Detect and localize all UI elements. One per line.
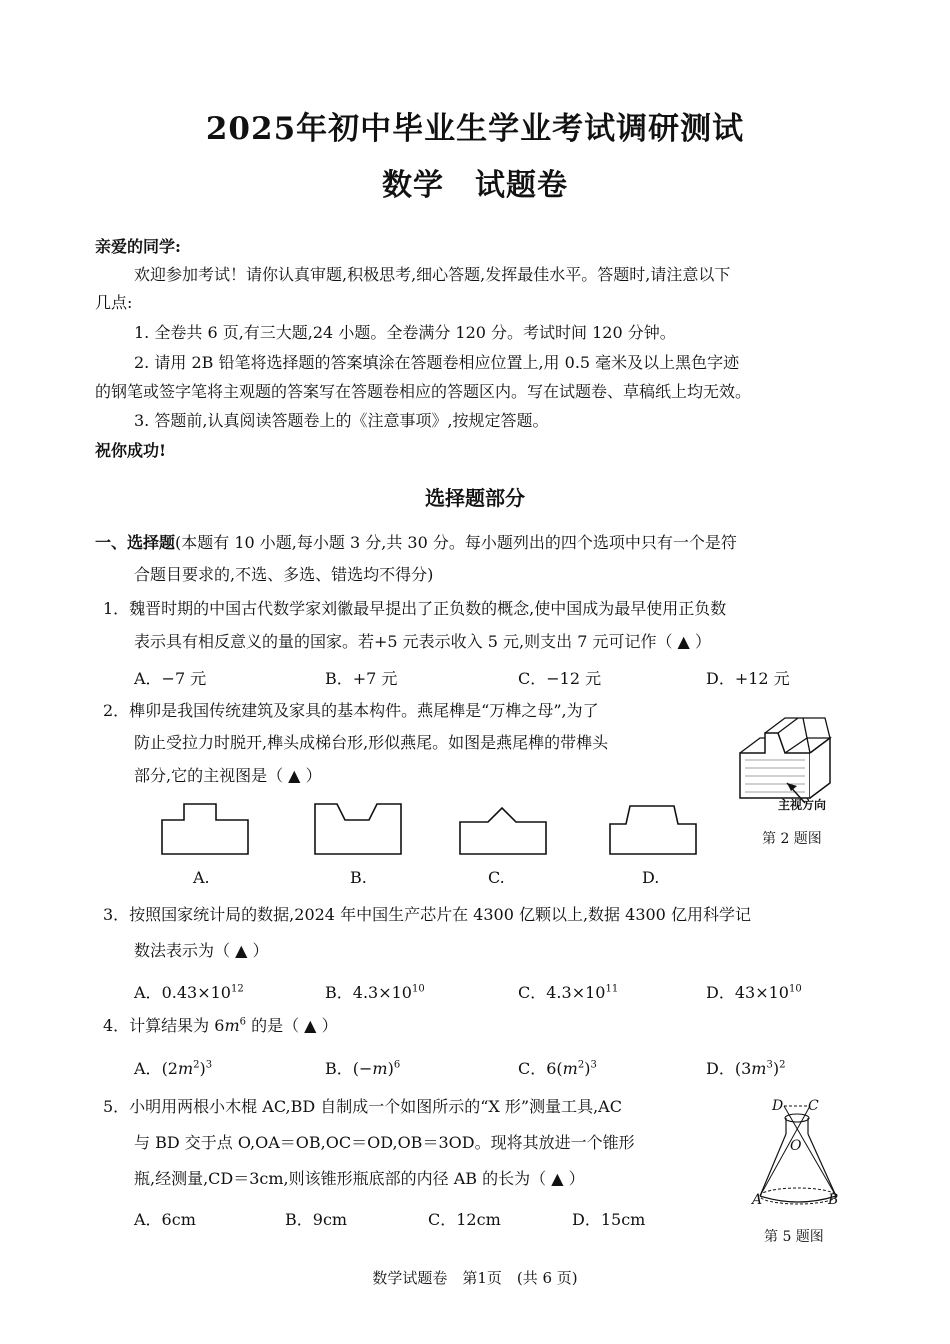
q5-fig-label-d: D [772, 1098, 784, 1114]
q2-option-c-shape [458, 802, 548, 857]
q3-option-a [134, 980, 244, 1003]
page-footer: 数学试题卷 第1页 (共 6 页) [372, 1269, 578, 1287]
q4-option-d-mid: ) [772, 1059, 780, 1078]
q5-option-d: D．15cm [572, 1210, 646, 1229]
q1-option-b: B．+7 元 [325, 669, 398, 688]
q5-fig-label-o: O [790, 1138, 802, 1154]
q4-stem-post: 的是（ ▲ ） [246, 1016, 338, 1035]
q1-line-2: 表示具有相反意义的量的国家。若+5 元表示收入 5 元,则支出 7 元可记作（ ▲ ） [134, 632, 711, 651]
q2-option-a-shape [160, 802, 250, 857]
q5-option-a: A．6cm [134, 1210, 196, 1229]
notice-intro-1: 欢迎参加考试！请你认真审题,积极思考,细心答题,发挥最佳水平。答题时,请注意以下 [134, 265, 731, 284]
q3-option-c-exp: 11 [605, 983, 619, 995]
q4-option-a-pre: (2 [161, 1059, 178, 1078]
notice-item-2-line-2: 的钢笔或签字笔将主观题的答案写在答题卷相应的答题区内。写在试题卷、草稿纸上均无效。 [95, 382, 752, 401]
q2-line-2: 防止受拉力时脱开,榫头成梯台形,形似燕尾。如图是燕尾榫的带榫头 [134, 733, 609, 752]
section-heading-desc: (本题有 10 小题,每小题 3 分,共 30 分。每小题列出的四个选项中只有一个是符 [175, 533, 737, 552]
section-heading [95, 532, 737, 554]
notice-intro-2: 几点: [95, 293, 133, 312]
q3-line-2: 数法表示为（ ▲ ） [134, 941, 269, 960]
q3-option-b [325, 980, 425, 1003]
q4-option-b-mid: ) [387, 1059, 394, 1078]
q2-option-d-label: D. [642, 868, 660, 887]
q2-option-c-label: C. [488, 868, 505, 887]
section-heading-desc-2: 合题目要求的,不选、多选、错选均不得分) [134, 565, 434, 584]
q3-option-b-exp: 10 [411, 983, 425, 995]
q4-option-a-outer: 3 [205, 1059, 213, 1071]
q4-option-d-pre: (3 [734, 1059, 752, 1078]
q4-option-d-inner: 3 [766, 1059, 773, 1071]
q4-option-a-label: A． [134, 1059, 162, 1078]
q4-option-b [325, 1056, 400, 1079]
q2-option-b-label: B. [350, 868, 367, 887]
exam-subtitle: 数学 试题卷 [382, 168, 568, 203]
q2-option-b-shape [313, 802, 403, 857]
q4-option-b-pre: (− [352, 1059, 373, 1078]
q4-stem-pre: 4．计算结果为 6 [103, 1016, 225, 1035]
q5-line-3: 瓶,经测量,CD＝3cm,则该锥形瓶底部的内径 AB 的长为（ ▲ ） [134, 1169, 585, 1188]
q3-option-c-label: C． [518, 983, 547, 1002]
q4-option-a-var: m [177, 1059, 194, 1078]
q3-line-1: 3．按照国家统计局的数据,2024 年中国生产芯片在 4300 亿颗以上,数据 4300 亿用科学记 [103, 905, 751, 924]
q5-fig-label-c: C [808, 1098, 819, 1114]
q4-option-b-var: m [372, 1059, 388, 1078]
notice-greeting: 亲爱的同学: [95, 237, 181, 256]
q1-option-c: C．−12 元 [518, 669, 602, 688]
q4-option-a [134, 1056, 212, 1079]
q4-option-b-label: B． [325, 1059, 353, 1078]
notice-item-2-line-1: 2. 请用 2B 铅笔将选择题的答案填涂在答题卷相应位置上,用 0.5 毫米及以上黑色字迹 [134, 353, 740, 372]
notice-closing: 祝你成功! [95, 441, 167, 460]
notice-item-1: 1. 全卷共 6 页,有三大题,24 小题。全卷满分 120 分。考试时间 120 分钟。 [134, 323, 676, 342]
q5-line-2: 与 BD 交于点 O,OA＝OB,OC＝OD,OB＝3OD。现将其放进一个锥形 [134, 1133, 635, 1152]
q3-option-a-label: A． [134, 983, 162, 1002]
q2-line-1: 2．榫卯是我国传统建筑及家具的基本构件。燕尾榫是“万榫之母”,为了 [103, 701, 599, 720]
q4-option-d-var: m [751, 1059, 767, 1078]
q4-option-c [518, 1056, 597, 1079]
q1-option-a: A．−7 元 [134, 669, 207, 688]
section-title: 选择题部分 [425, 486, 525, 510]
q5-option-b: B．9cm [285, 1210, 348, 1229]
q4-option-d [706, 1056, 785, 1079]
q5-option-c: C．12cm [428, 1210, 501, 1229]
q3-option-c [518, 980, 618, 1003]
q4-option-c-inner: 2 [577, 1059, 585, 1071]
q3-option-b-label: B． [325, 983, 353, 1002]
q5-fig-label-b: B [828, 1192, 839, 1208]
notice-item-3: 3. 答题前,认真阅读答题卷上的《注意事项》,按规定答题。 [134, 411, 549, 430]
q2-option-a-label: A. [193, 868, 210, 887]
q4-option-c-pre: 6( [546, 1059, 563, 1078]
q2-option-d-shape [608, 802, 698, 857]
q4-option-c-outer: 3 [590, 1059, 597, 1071]
q2-line-3: 部分,它的主视图是（ ▲ ） [134, 766, 322, 785]
q4-stem-var: m [224, 1016, 240, 1035]
q4-option-c-mid: ) [584, 1059, 591, 1078]
q4-option-d-label: D． [706, 1059, 735, 1078]
q3-option-b-base: 4.3×10 [352, 983, 412, 1002]
q4-option-a-inner: 2 [193, 1059, 200, 1071]
q4-stem [103, 1015, 338, 1037]
q4-stem-exp: 6 [239, 1016, 246, 1028]
q4-option-c-var: m [562, 1059, 578, 1078]
q3-option-d-exp: 10 [788, 983, 802, 995]
q3-option-d-label: D． [706, 983, 735, 1002]
q4-option-d-outer: 2 [779, 1059, 786, 1071]
q3-option-c-base: 4.3×10 [546, 983, 606, 1002]
q2-figure-arrow-label: 主视方向 [778, 798, 827, 812]
q4-option-c-label: C． [518, 1059, 547, 1078]
q3-option-d-base: 43×10 [734, 983, 789, 1002]
q1-line-1: 1．魏晋时期的中国古代数学家刘徽最早提出了正负数的概念,使中国成为最早使用正负数 [103, 599, 727, 618]
q3-option-a-base: 0.43×10 [161, 983, 231, 1002]
q5-figure-caption: 第 5 题图 [764, 1229, 824, 1245]
exam-title: 2025年初中毕业生学业考试调研测试 [205, 111, 745, 147]
section-heading-label: 一、选择题 [95, 533, 176, 552]
q1-option-d: D．+12 元 [706, 669, 790, 688]
q4-option-a-mid: ) [199, 1059, 206, 1078]
q5-fig-label-a: A [752, 1192, 763, 1208]
q4-option-b-outer: 6 [393, 1059, 401, 1071]
q5-line-1: 5．小明用两根小木棍 AC,BD 自制成一个如图所示的“X 形”测量工具,AC [103, 1097, 622, 1116]
q2-figure-caption: 第 2 题图 [762, 831, 822, 847]
q3-option-a-exp: 12 [230, 983, 244, 995]
q3-option-d [706, 980, 802, 1003]
